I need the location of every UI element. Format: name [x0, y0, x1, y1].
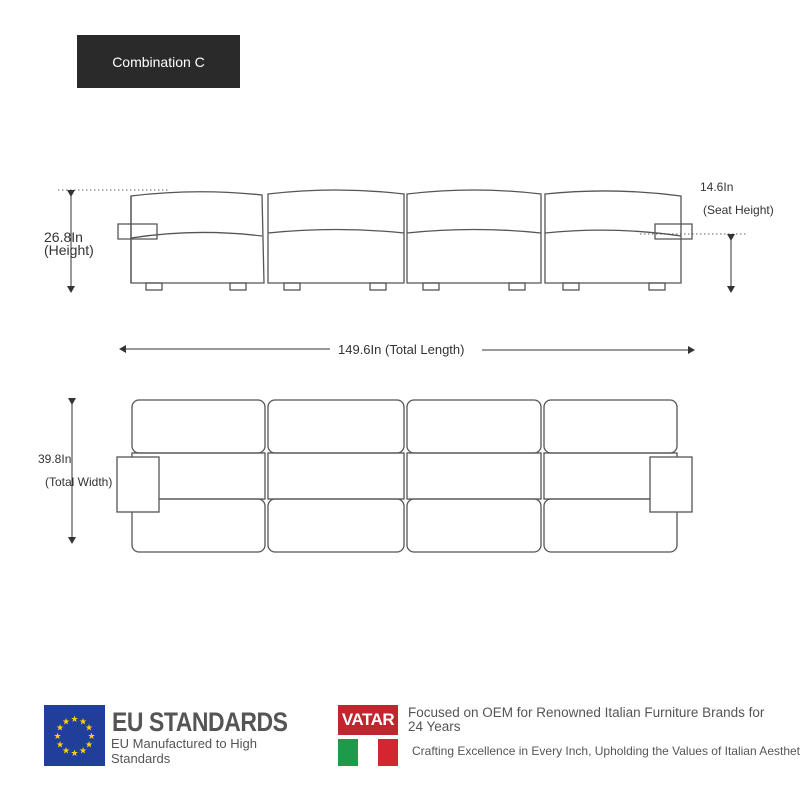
svg-text:★: ★ [84, 740, 94, 751]
front-module-4 [545, 191, 692, 290]
svg-text:★: ★ [70, 715, 79, 725]
vatar-tagline: Crafting Excellence in Every Inch, Upholding the Values of Italian Aesthet [412, 744, 800, 758]
front-view [118, 190, 692, 290]
svg-text:★: ★ [61, 717, 71, 728]
svg-text:★: ★ [84, 723, 94, 734]
svg-text:★: ★ [87, 732, 96, 742]
dimension-lines [58, 190, 746, 543]
height-caption: (Height) [44, 242, 94, 258]
front-module-3 [407, 190, 541, 290]
svg-text:★: ★ [55, 723, 65, 734]
svg-text:★: ★ [78, 746, 88, 757]
svg-text:★: ★ [61, 746, 71, 757]
svg-text:★: ★ [53, 732, 62, 742]
vatar-logo: VATAR [338, 705, 398, 735]
svg-text:★: ★ [78, 717, 88, 728]
total-width-caption: (Total Width) [45, 475, 113, 489]
vatar-headline: Focused on OEM for Renowned Italian Furniture Brands for 24 Years [408, 705, 765, 734]
top-module-3 [407, 400, 541, 552]
top-left-armrest [117, 457, 159, 512]
combination-label: Combination C [77, 35, 240, 88]
svg-text:★: ★ [70, 749, 79, 759]
eu-flag-icon [44, 705, 105, 766]
height-value: 26.8In [44, 229, 83, 245]
italy-flag-icon [338, 739, 398, 766]
seat-height-value: 14.6In [700, 180, 734, 194]
svg-text:★: ★ [55, 740, 65, 751]
seat-height-caption: (Seat Height) [703, 203, 774, 217]
front-module-1 [118, 192, 264, 290]
eu-standards-title: EU STANDARDS [112, 707, 288, 737]
top-view [117, 400, 692, 552]
total-width-value: 39.8In [38, 452, 72, 466]
eu-standards-subtitle: EU Manufactured to High Standards [111, 736, 257, 766]
total-length-label: 149.6In (Total Length) [338, 342, 465, 357]
top-module-2 [268, 400, 404, 552]
top-right-armrest [650, 457, 692, 512]
front-module-2 [268, 190, 404, 290]
